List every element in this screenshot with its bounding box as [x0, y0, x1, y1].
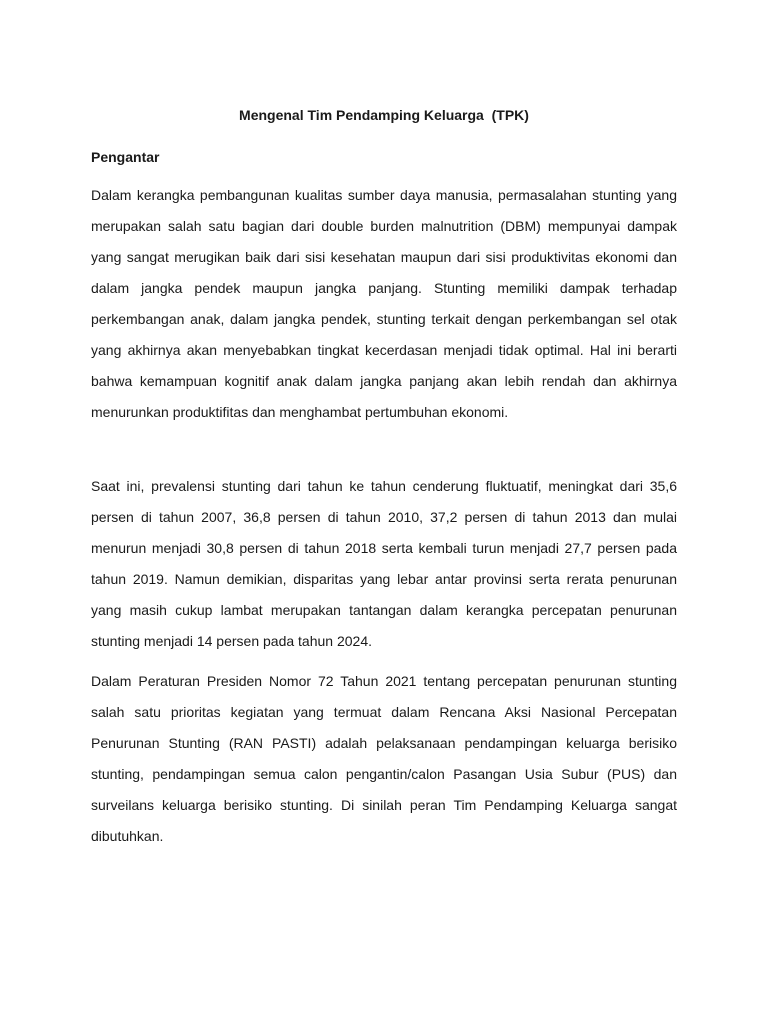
paragraph-intro: Dalam kerangka pembangunan kualitas sumber daya manusia, permasalahan stunting yang merupakan salah satu bagian dari double burden malnutrition (DBM) mempunyai dampak yang sangat merugikan baik dari sisi kesehatan maupun dari sisi produktivitas ekonomi dan dalam jangka pendek maupun jangka panjang. Stunting memiliki dampak terhadap perkembangan anak, dalam jangka pendek, stunting terkait dengan perkembangan sel otak yang akhirnya akan menyebabkan tingkat kecerdasan menjadi tidak optimal. Hal ini berarti bahwa kemampuan kognitif anak dalam jangka panjang akan lebih rendah dan akhirnya menurunkan produktifitas dan menghambat pertumbuhan ekonomi. — [91, 187, 677, 420]
paragraph-prevalence: Saat ini, prevalensi stunting dari tahun ke tahun cenderung fluktuatif, meningkat dari 35,6 persen di tahun 2007, 36,8 persen di tahun 2010, 37,2 persen di tahun 2013 dan mulai menurun menjadi 30,8 persen di tahun 2018 serta kembali turun menjadi 27,7 persen pada tahun 2019. Namun demikian, disparitas yang lebar antar provinsi serta rerata penurunan yang masih cukup lambat merupakan tantangan dalam kerangka percepatan penurunan stunting menjadi 14 persen pada tahun 2024. — [91, 478, 677, 649]
section-heading: Pengantar — [91, 149, 160, 165]
paragraph-regulation: Dalam Peraturan Presiden Nomor 72 Tahun 2021 tentang percepatan penurunan stunting salah satu prioritas kegiatan yang termuat dalam Rencana Aksi Nasional Percepatan Penurunan Stunting (RAN PASTI) adalah pelaksanaan pendampingan keluarga berisiko stunting, pendampingan semua calon pengantin/calon Pasangan Usia Subur (PUS) dan surveilans keluarga berisiko stunting. Di sinilah peran Tim Pendamping Keluarga sangat dibutuhkan. — [91, 673, 677, 844]
document-title: Mengenal Tim Pendamping Keluarga (TPK) — [239, 107, 529, 123]
